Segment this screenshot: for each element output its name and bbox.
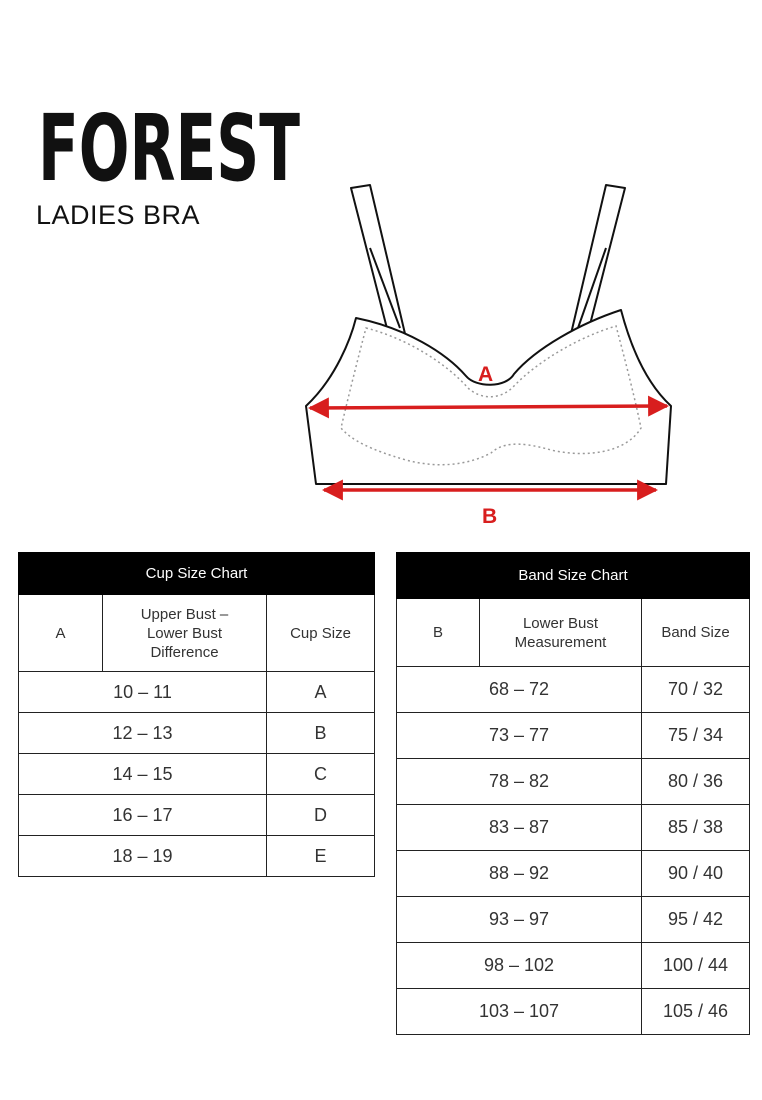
cup-range-cell: 12 – 13	[19, 713, 267, 754]
label-b: B	[482, 505, 498, 528]
cup-chart-title: Cup Size Chart	[19, 553, 375, 595]
band-range-cell: 93 – 97	[397, 897, 642, 943]
cup-range-cell: 14 – 15	[19, 754, 267, 795]
table-row	[397, 943, 750, 989]
band-range-cell: 83 – 87	[397, 805, 642, 851]
table-row	[397, 759, 750, 805]
band-size-cell: 80 / 36	[642, 759, 750, 805]
band-range-cell: 68 – 72	[397, 667, 642, 713]
forest-logo-svg	[38, 92, 308, 202]
table-row	[397, 897, 750, 943]
band-size-cell: 70 / 32	[642, 667, 750, 713]
band-size-cell: 85 / 38	[642, 805, 750, 851]
cup-size-cell: B	[267, 713, 375, 754]
band-size-cell: 100 / 44	[642, 943, 750, 989]
band-range-cell: 98 – 102	[397, 943, 642, 989]
band-size-cell: 75 / 34	[642, 713, 750, 759]
cup-range-cell: 10 – 11	[19, 672, 267, 713]
table-row	[19, 754, 375, 795]
bra-measurement-diagram	[296, 178, 686, 538]
band-chart-title: Band Size Chart	[397, 553, 750, 599]
product-subtitle: LADIES BRA	[36, 200, 201, 230]
logo-wordmark: FOREST	[38, 95, 301, 202]
table-row	[397, 805, 750, 851]
brand-logo	[38, 92, 308, 202]
cup-size-cell: E	[267, 836, 375, 877]
table-row	[19, 672, 375, 713]
band-size-cell: 90 / 40	[642, 851, 750, 897]
band-size-cell: 105 / 46	[642, 989, 750, 1035]
band-range-cell: 78 – 82	[397, 759, 642, 805]
table-row	[397, 713, 750, 759]
cup-header-a: A	[19, 595, 103, 672]
band-range-cell: 103 – 107	[397, 989, 642, 1035]
table-row	[19, 795, 375, 836]
band-range-cell: 73 – 77	[397, 713, 642, 759]
band-header-band-size: Band Size	[642, 599, 750, 667]
table-row	[19, 836, 375, 877]
band-header-measurement: Lower Bust Measurement	[480, 599, 642, 667]
cup-size-cell: C	[267, 754, 375, 795]
cup-header-difference: Upper Bust – Lower Bust Difference	[103, 595, 267, 672]
cup-header-cup-size: Cup Size	[267, 595, 375, 672]
band-header-b: B	[397, 599, 480, 667]
table-row	[397, 851, 750, 897]
label-a: A	[478, 363, 494, 386]
table-row	[19, 713, 375, 754]
table-row	[397, 989, 750, 1035]
cup-size-cell: A	[267, 672, 375, 713]
cup-size-chart	[18, 552, 375, 877]
cup-size-cell: D	[267, 795, 375, 836]
bra-body	[306, 310, 671, 484]
arrow-a	[310, 406, 667, 408]
cup-range-cell: 16 – 17	[19, 795, 267, 836]
table-row	[397, 667, 750, 713]
band-size-chart	[396, 552, 750, 1035]
band-size-cell: 95 / 42	[642, 897, 750, 943]
cup-range-cell: 18 – 19	[19, 836, 267, 877]
band-range-cell: 88 – 92	[397, 851, 642, 897]
